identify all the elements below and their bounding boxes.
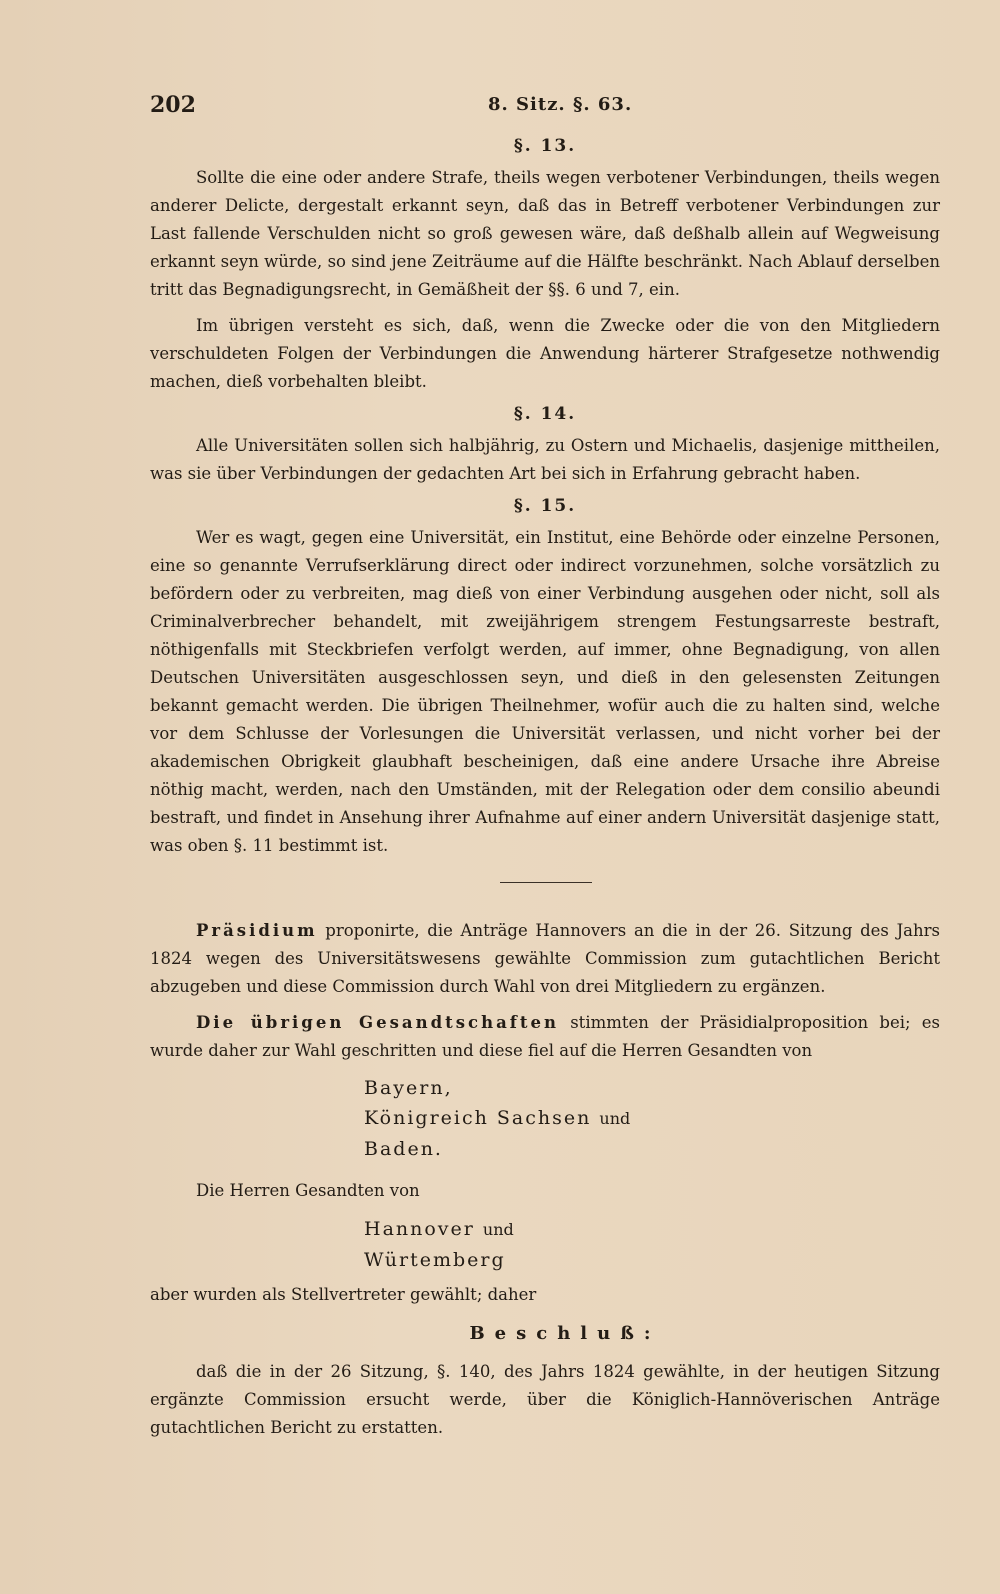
- gesandtschaften-label: Die übrigen Gesandtschaften: [196, 1013, 559, 1032]
- section-13: [150, 136, 940, 396]
- section-paragraph: Sollte die eine oder andere Strafe, theils wegen verbotener Verbindungen, theils wegen anderer Delicte, dergestalt erkannt seyn, daß das in Betreff verbotener Verbindungen zur Last fallende Verschulden nicht so groß gewesen wäre, daß deßhalb allein auf Wegweisung erkannt seyn würde, so sind jene Zeiträume auf die Hälfte beschränkt. Nach Ablauf derselben tritt das Begnadigungsrecht, in Gemäßheit der §§. 6 und 7, ein.: [150, 168, 940, 299]
- resolution-text: daß die in der 26 Sitzung, §. 140, des Jahrs 1824 gewählte, in der heutigen Sitzung ergänzte Commission ersucht werde, über die Königlich-Hannöverischen Anträge gutachtlichen Bericht zu erstatten.: [150, 1362, 940, 1437]
- section-paragraph: Im übrigen versteht es sich, daß, wenn die Zwecke oder die von den Mitgliedern verschuldeten Folgen der Verbindungen die Anwendung härterer Strafgesetze nothwendig machen, dieß vorbehalten bleibt.: [150, 316, 940, 391]
- page-body: [150, 136, 940, 1450]
- member-name: Königreich Sachsen: [364, 1107, 592, 1129]
- member-conjunction: und: [599, 1109, 631, 1128]
- praesidium-label: Präsidium: [196, 921, 318, 940]
- member-name: Hannover: [364, 1218, 475, 1240]
- gesandtschaften-paragraph: [150, 1009, 940, 1065]
- beschluss-heading: Beschluß:: [469, 1323, 661, 1344]
- deputies-intro: Die Herren Gesandten von: [196, 1181, 420, 1200]
- praesidium-text: proponirte, die Anträge Hannovers an die in der 26. Sitzung des Jahrs 1824 wegen des Universitätswesens gewählte Commission zum gutachtlichen Bericht abzugeben und diese Commission durch Wahl von drei Mitgliedern zu ergänzen.: [150, 921, 940, 996]
- praesidium-paragraph: [150, 917, 940, 1001]
- page-number: 202: [150, 92, 196, 118]
- section-divider: [500, 882, 592, 883]
- member-name: Bayern,: [364, 1077, 453, 1099]
- gesandtschaften-text: stimmten der Präsidialproposition bei; es wurde daher zur Wahl geschritten und diese fiel auf die Herren Gesandten von: [150, 1013, 940, 1060]
- deputies-text: aber wurden als Stellvertreter gewählt; daher: [150, 1285, 537, 1304]
- page-header: [150, 92, 940, 122]
- section-paragraph: Wer es wagt, gegen eine Universität, ein Institut, eine Behörde oder einzelne Personen, eine so genannte Verrufserklärung direct oder indirect vorzunehmen, solche vorsätzlich zu befördern oder zu verbreiten, mag dieß von einer Verbindung ausgehen oder nicht, soll als Criminalverbrecher behandelt, mit zweijährigem strengem Festungsarreste bestraft, nöthigenfalls mit Steckbriefen verfolgt werden, auf immer, ohne Begnadigung, von allen Deutschen Universitäten ausgeschlossen seyn, und dieß in den gelesensten Zeitungen bekannt gemacht werden. Die übrigen Theilnehmer, wofür auch die zu halten sind, welche vor dem Schlusse der Vorlesungen die Universität verlassen, und nicht vorher bei der akademischen Obrigkeit glaubhaft bescheinigen, daß eine andere Ursache ihre Abreise nöthig macht, werden, nach den Umständen, mit der Relegation oder dem consilio abeundi bestraft, und findet in Ansehung ihrer Aufnahme auf einer andern Universität dasjenige statt, was oben §. 11 bestimmt ist.: [150, 528, 940, 855]
- section-heading: §. 15.: [513, 496, 577, 516]
- section-heading: §. 13.: [513, 136, 577, 156]
- member-conjunction: und: [482, 1220, 514, 1239]
- section-14: [150, 404, 940, 488]
- running-head: 8. Sitz. §. 63.: [488, 94, 633, 115]
- member-name: Baden.: [364, 1138, 443, 1160]
- elected-member: [150, 1134, 940, 1164]
- member-name: Würtemberg: [364, 1249, 506, 1271]
- section-heading: §. 14.: [513, 404, 577, 424]
- elected-members-list: [150, 1073, 940, 1164]
- section-15: [150, 496, 940, 860]
- section-paragraph: Alle Universitäten sollen sich halbjährig, zu Ostern und Michaelis, dasjenige mittheilen, was sie über Verbindungen der gedachten Art bei sich in Erfahrung gebracht haben.: [150, 436, 940, 483]
- deputy-member: [150, 1214, 940, 1245]
- elected-member: [150, 1103, 940, 1134]
- deputy-members-list: [150, 1214, 940, 1275]
- elected-member: [150, 1073, 940, 1103]
- deputy-member: [150, 1245, 940, 1275]
